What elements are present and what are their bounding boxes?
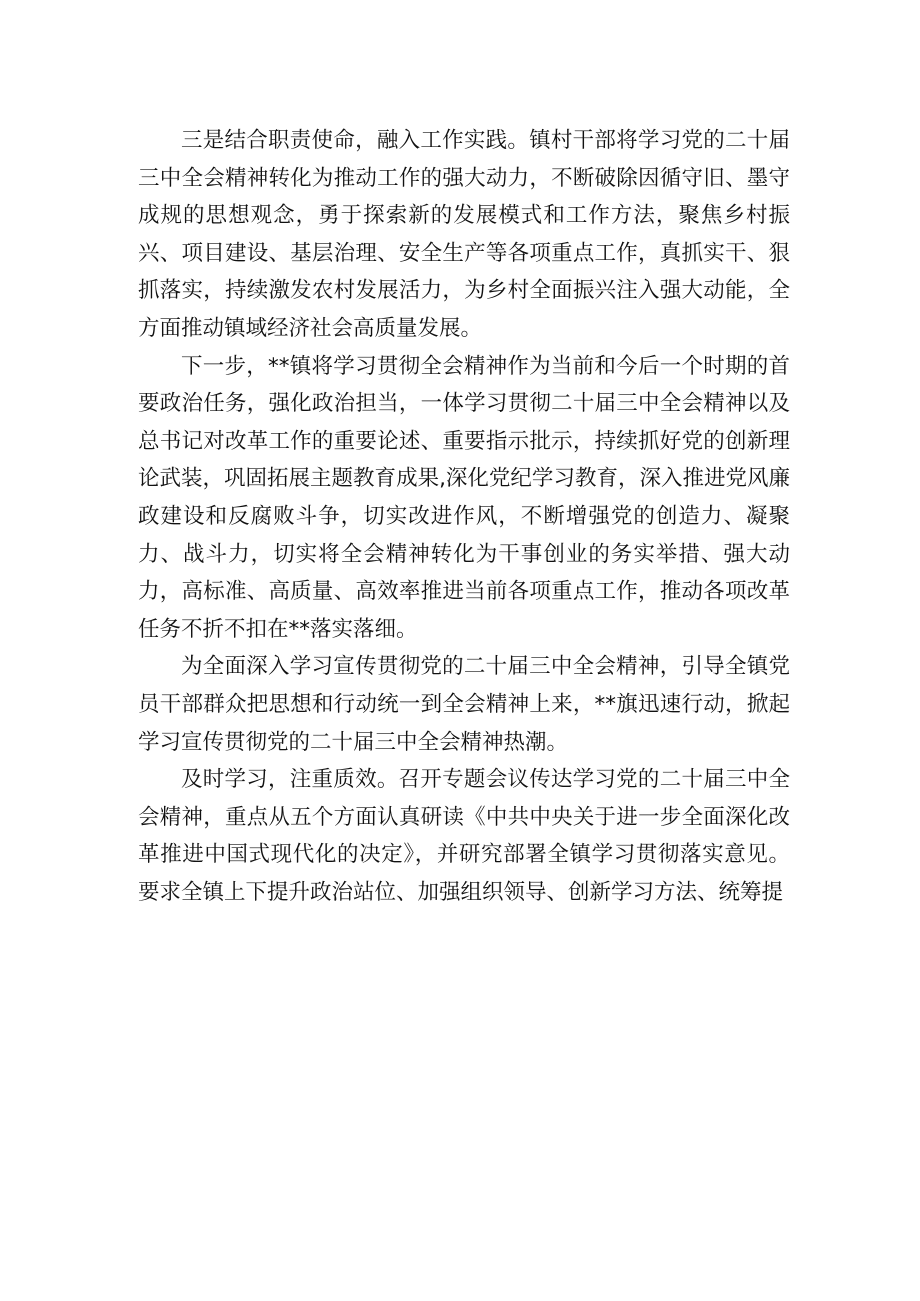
paragraph-1: 三是结合职责使命，融入工作实践。镇村干部将学习党的二十届三中全会精神转化为推动工作的强大动力，不断破除因循守旧、墨守成规的思想观念，勇于探索新的发展模式和工作方法，聚焦乡村振兴、项目建设、基层治理、安全生产等各项重点工作，真抓实干、狠抓落实，持续激发农村发展活力，为乡村全面振兴注入强大动能，全方面推动镇域经济社会高质量发展。 (138, 128, 790, 341)
paragraph-4: 及时学习，注重质效。召开专题会议传达学习党的二十届三中全会精神，重点从五个方面认真研读《中共中央关于进一步全面深化改革推进中国式现代化的决定》，并研究部署全镇学习贯彻落实意见。要求全镇上下提升政治站位、加强组织领导、创新学习方法、统筹提 (138, 767, 790, 905)
document-body (138, 122, 790, 911)
paragraph-3: 为全面深入学习宣传贯彻党的二十届三中全会精神，引导全镇党员干部群众把思想和行动统一到全会精神上来，**旗迅速行动，掀起学习宣传贯彻党的二十届三中全会精神热潮。 (138, 654, 790, 755)
paragraph-2: 下一步，**镇将学习贯彻全会精神作为当前和今后一个时期的首要政治任务，强化政治担当，一体学习贯彻二十届三中全会精神以及总书记对改革工作的重要论述、重要指示批示，持续抓好党的创新理论武装，巩固拓展主题教育成果,深化党纪学习教育，深入推进党风廉政建设和反腐败斗争，切实改进作风，不断增强党的创造力、凝聚力、战斗力，切实将全会精神转化为干事创业的务实举措、强大动力，高标准、高质量、高效率推进当前各项重点工作，推动各项改革任务不折不扣在**落实落细。 (138, 353, 790, 642)
